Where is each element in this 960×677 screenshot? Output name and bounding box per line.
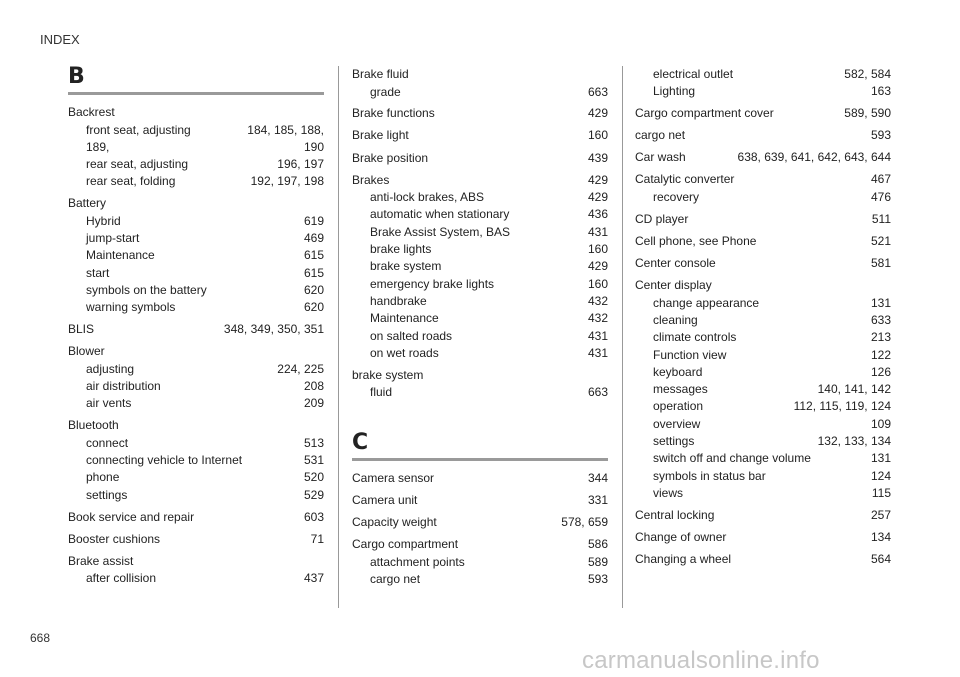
subentry-row (653, 433, 891, 450)
index-entry (635, 233, 891, 251)
subentry-page[interactable]: 160 (587, 276, 608, 291)
subentry-page[interactable]: 663 (587, 385, 608, 400)
entry-term: Change of owner (635, 529, 727, 544)
entry-term: Center display (635, 278, 712, 293)
subentry-term: 189, (86, 139, 110, 154)
entry-page[interactable]: 581 (870, 256, 891, 271)
entry-term: cargo net (635, 128, 686, 143)
subentry-row (370, 328, 608, 345)
entry-term: Booster cushions (68, 531, 161, 546)
subentry-list (635, 66, 891, 101)
subentry-term: recovery (653, 189, 700, 204)
subentry-term: connect (86, 435, 129, 450)
subentry-row (370, 189, 608, 206)
subentry-page[interactable]: 432 (587, 293, 608, 308)
entry-page[interactable]: 593 (870, 128, 891, 143)
entry-row (635, 105, 891, 123)
page-number: 668 (30, 631, 51, 645)
index-entry (635, 127, 891, 145)
entry-row (352, 514, 608, 532)
subentry-row (370, 224, 608, 241)
subentry-term: connecting vehicle to Internet (86, 453, 243, 468)
subentry-term: emergency brake lights (370, 276, 495, 291)
entry-row (68, 104, 324, 122)
section-letter: C (352, 430, 369, 456)
subentry-page[interactable]: 131 (870, 295, 891, 310)
entry-row (68, 343, 324, 361)
subentry-row (370, 554, 608, 571)
subentry-page[interactable]: 112, 115, 119, 124 (793, 399, 891, 414)
subentry-row (86, 469, 324, 486)
subentry-row (86, 247, 324, 264)
entry-term: Brake fluid (352, 67, 409, 81)
entry-page[interactable]: 638, 639, 641, 642, 643, 644 (737, 150, 891, 165)
entry-page[interactable]: 348, 349, 350, 351 (223, 322, 324, 337)
subentry-row (370, 310, 608, 327)
subentry-list (635, 295, 891, 503)
subentry-list (352, 84, 608, 101)
subentry-row (653, 364, 891, 381)
entry-row (352, 127, 608, 145)
subentry-term: air distribution (86, 379, 161, 394)
entry-page[interactable]: 134 (870, 529, 891, 544)
index-entry (68, 531, 324, 549)
subentry-term: after collision (86, 571, 157, 586)
subentry-term: on salted roads (370, 328, 453, 343)
entry-page[interactable]: 586 (587, 537, 608, 552)
subentry-term: attachment points (370, 554, 465, 569)
entry-row (68, 417, 324, 435)
index-entry (635, 105, 891, 123)
entry-term: brake system (352, 367, 424, 382)
index-entry (352, 536, 608, 588)
index-entry (68, 104, 324, 191)
entry-term: Blower (68, 344, 105, 359)
subentry-row (370, 345, 608, 362)
entry-term: Cargo compartment cover (635, 106, 774, 121)
index-entry (635, 529, 891, 547)
subentry-row (86, 122, 324, 139)
entry-term: BLIS (68, 322, 95, 337)
entry-row (352, 105, 608, 123)
subentry-page[interactable]: 429 (587, 259, 608, 274)
entry-row (352, 66, 608, 84)
subentry-page[interactable]: 520 (303, 470, 324, 485)
subentry-term: climate controls (653, 330, 737, 345)
subentry-row (653, 450, 891, 467)
subentry-term: Maintenance (86, 248, 155, 263)
entry-page[interactable]: 71 (310, 531, 324, 546)
entry-term: Changing a wheel (635, 551, 732, 566)
subentry-row (370, 84, 608, 101)
subentry-row (653, 468, 891, 485)
entry-page[interactable]: 331 (587, 493, 608, 508)
subentry-list (68, 570, 324, 587)
subentry-page[interactable]: 184, 185, 188, (247, 122, 324, 137)
subentry-row (86, 230, 324, 247)
subentry-page[interactable]: 431 (587, 328, 608, 343)
entry-term: Book service and repair (68, 509, 195, 524)
subentry-term: adjusting (86, 361, 135, 376)
subentry-term: switch off and change volume (653, 451, 811, 466)
column-divider (338, 66, 339, 608)
index-entry (352, 470, 608, 488)
subentry-row (86, 265, 324, 282)
subentry-page[interactable]: 431 (587, 224, 608, 239)
section-spacer (352, 406, 608, 432)
entry-page[interactable]: 564 (870, 551, 891, 566)
index-entry (635, 255, 891, 273)
entry-row (68, 553, 324, 571)
index-entry (635, 551, 891, 569)
index-entry (352, 105, 608, 123)
subentry-page[interactable]: 620 (303, 300, 324, 315)
entry-term: Center console (635, 256, 716, 271)
subentry-row (86, 452, 324, 469)
entry-term: Brake light (352, 128, 409, 143)
subentry-page[interactable]: 619 (303, 213, 324, 228)
subentry-term: Lighting (653, 84, 696, 99)
subentry-page[interactable]: 615 (303, 265, 324, 280)
subentry-term: cargo net (370, 572, 421, 587)
entry-term: Capacity weight (352, 515, 437, 530)
index-column-1 (68, 66, 324, 592)
subentry-page[interactable]: 163 (870, 84, 891, 99)
subentry-term: warning symbols (86, 300, 176, 315)
entry-row (68, 531, 324, 549)
watermark: carmanualsonline.info (582, 647, 820, 674)
subentry-page[interactable]: 109 (870, 416, 891, 431)
subentry-page[interactable]: 140, 141, 142 (817, 382, 891, 397)
subentry-row (86, 487, 324, 504)
entry-row (635, 127, 891, 145)
subentry-row (653, 416, 891, 433)
subentry-term: front seat, adjusting (86, 122, 191, 137)
entry-term: Brakes (352, 172, 390, 187)
index-entry (635, 507, 891, 525)
subentry-row (370, 206, 608, 223)
subentry-list (352, 554, 608, 589)
subentry-page[interactable]: 115 (871, 485, 891, 500)
entry-row (635, 551, 891, 569)
subentry-row (653, 312, 891, 329)
subentry-term: messages (653, 382, 708, 397)
section-letter: B (68, 64, 85, 89)
subentry-page[interactable]: 531 (303, 453, 324, 468)
subentry-row (86, 282, 324, 299)
running-header: INDEX (40, 32, 80, 47)
entry-row (352, 367, 608, 385)
subentry-term: symbols in status bar (653, 468, 766, 483)
subentry-list (68, 435, 324, 504)
subentry-row (653, 398, 891, 415)
entry-row (635, 529, 891, 547)
subentry-page[interactable]: 224, 225 (277, 361, 324, 376)
column-divider (622, 66, 623, 608)
subentry-row (653, 329, 891, 346)
subentry-page[interactable]: 469 (303, 231, 324, 246)
entry-page[interactable]: 439 (587, 150, 608, 165)
subentry-page[interactable]: 160 (587, 242, 608, 257)
index-entry (352, 514, 608, 532)
subentry-term: brake lights (370, 242, 432, 257)
subentry-row (653, 295, 891, 312)
subentry-list (635, 189, 891, 206)
index-entry (68, 321, 324, 339)
entry-term: Brake position (352, 150, 429, 165)
subentry-row (86, 156, 324, 173)
subentry-term: settings (86, 487, 128, 502)
subentry-row (653, 66, 891, 83)
entry-row (635, 149, 891, 167)
entry-row (352, 492, 608, 510)
entry-row (635, 233, 891, 251)
index-entry (635, 211, 891, 229)
subentry-term: anti-lock brakes, ABS (370, 190, 485, 205)
subentry-row (370, 293, 608, 310)
subentry-term: phone (86, 470, 120, 485)
entry-term: Catalytic converter (635, 172, 735, 187)
section-rule (352, 458, 608, 461)
subentry-term: keyboard (653, 364, 703, 379)
entry-page[interactable]: 578, 659 (561, 515, 608, 530)
subentry-term: rear seat, folding (86, 174, 176, 189)
entry-page[interactable]: 521 (870, 233, 891, 248)
subentry-term: Brake Assist System, BAS (370, 224, 511, 239)
subentry-row (370, 571, 608, 588)
subentry-page[interactable]: 513 (303, 435, 324, 450)
subentry-row (653, 485, 891, 502)
index-column-2 (352, 66, 608, 593)
subentry-page[interactable]: 213 (870, 330, 891, 345)
subentry-page[interactable]: 582, 584 (844, 67, 891, 81)
subentry-row (653, 83, 891, 100)
subentry-term: jump-start (86, 231, 140, 246)
subentry-row (86, 395, 324, 412)
index-entry (352, 172, 608, 362)
entry-row (635, 211, 891, 229)
entry-row (68, 321, 324, 339)
entry-term: Backrest (68, 105, 115, 119)
subentry-page[interactable]: 122 (870, 347, 891, 362)
entry-row (352, 470, 608, 488)
subentry-page[interactable]: 192, 197, 198 (250, 174, 324, 189)
subentry-row (86, 139, 324, 156)
entry-term: Camera unit (352, 493, 418, 508)
subentry-page[interactable]: 208 (303, 379, 324, 394)
subentry-row (370, 258, 608, 275)
subentry-term: brake system (370, 259, 442, 274)
subentry-row (86, 213, 324, 230)
index-entry (352, 150, 608, 168)
subentry-term: automatic when stationary (370, 207, 510, 222)
entry-row (635, 171, 891, 189)
subentry-term: rear seat, adjusting (86, 157, 189, 172)
entry-row (352, 536, 608, 554)
subentry-term: Maintenance (370, 311, 439, 326)
subentry-term: change appearance (653, 295, 760, 310)
entry-row (635, 507, 891, 525)
subentry-list (68, 213, 324, 317)
subentry-term: overview (653, 416, 701, 431)
entry-page[interactable]: 160 (587, 128, 608, 143)
entry-page[interactable]: 467 (870, 172, 891, 187)
subentry-page[interactable]: 126 (870, 364, 891, 379)
subentry-page[interactable]: 589 (587, 554, 608, 569)
subentry-term: fluid (370, 385, 393, 400)
subentry-term: on wet roads (370, 345, 439, 360)
entry-term: CD player (635, 211, 689, 226)
entry-term: Bluetooth (68, 418, 119, 433)
entry-page[interactable]: 429 (587, 172, 608, 187)
subentry-page[interactable]: 132, 133, 134 (817, 434, 891, 449)
entry-row (635, 277, 891, 295)
index-entry (68, 417, 324, 504)
subentry-term: operation (653, 399, 704, 414)
subentry-page[interactable]: 437 (303, 571, 324, 586)
entry-page[interactable]: 511 (871, 211, 891, 226)
index-entry (68, 553, 324, 588)
index-entry (635, 277, 891, 502)
subentry-page[interactable]: 476 (870, 189, 891, 204)
index-entry (352, 367, 608, 402)
subentry-page[interactable]: 615 (303, 248, 324, 263)
subentry-row (653, 347, 891, 364)
entry-term: Battery (68, 196, 107, 211)
entry-row (68, 509, 324, 527)
subentry-list (352, 189, 608, 362)
entry-term: Car wash (635, 150, 686, 165)
subentry-row (370, 276, 608, 293)
entry-page[interactable]: 603 (303, 509, 324, 524)
subentry-term: handbrake (370, 293, 427, 308)
subentry-term: settings (653, 434, 695, 449)
subentry-page[interactable]: 190 (303, 139, 324, 154)
subentry-term: views (653, 485, 684, 500)
entry-row (635, 255, 891, 273)
subentry-term: air vents (86, 396, 132, 411)
subentry-term: Function view (653, 347, 727, 362)
section-rule (68, 92, 324, 95)
index-entry (68, 509, 324, 527)
subentry-row (653, 189, 891, 206)
entry-term: Cell phone, see Phone (635, 233, 757, 248)
entry-row (352, 150, 608, 168)
entry-page[interactable]: 429 (587, 106, 608, 121)
index-entry (68, 343, 324, 412)
entry-term: Camera sensor (352, 471, 435, 486)
index-entry (352, 66, 608, 101)
subentry-page[interactable]: 131 (870, 451, 891, 466)
subentry-page[interactable]: 431 (587, 345, 608, 360)
subentry-page[interactable]: 663 (587, 84, 608, 99)
subentry-page[interactable]: 196, 197 (277, 157, 324, 172)
subentry-row (86, 378, 324, 395)
subentry-row (86, 570, 324, 587)
subentry-row (653, 381, 891, 398)
entry-row (68, 195, 324, 213)
subentry-term: Hybrid (86, 213, 121, 228)
subentry-list (68, 361, 324, 413)
index-entry (635, 171, 891, 206)
subentry-row (370, 384, 608, 401)
entry-page[interactable]: 257 (870, 507, 891, 522)
subentry-page[interactable]: 593 (587, 572, 608, 587)
subentry-page[interactable]: 429 (587, 190, 608, 205)
subentry-page[interactable]: 432 (587, 311, 608, 326)
subentry-page[interactable]: 529 (303, 487, 324, 502)
subentry-page[interactable]: 209 (303, 396, 324, 411)
entry-term: Central locking (635, 507, 715, 522)
subentry-list (68, 122, 324, 191)
entry-page[interactable]: 589, 590 (844, 106, 891, 121)
entry-page[interactable]: 344 (587, 471, 608, 486)
subentry-term: electrical outlet (653, 67, 734, 81)
subentry-row (86, 299, 324, 316)
subentry-page[interactable]: 124 (870, 468, 891, 483)
entry-term: Cargo compartment (352, 537, 459, 552)
index-entry (635, 66, 891, 101)
index-column-3 (635, 66, 891, 573)
entry-term: Brake assist (68, 553, 134, 568)
subentry-term: cleaning (653, 312, 698, 327)
entry-row (352, 172, 608, 190)
subentry-term: grade (370, 84, 401, 99)
index-entry (352, 492, 608, 510)
subentry-row (86, 435, 324, 452)
subentry-page[interactable]: 620 (303, 282, 324, 297)
subentry-row (86, 173, 324, 190)
subentry-term: start (86, 265, 110, 280)
subentry-page[interactable]: 436 (587, 207, 608, 222)
index-entry (68, 195, 324, 316)
subentry-page[interactable]: 633 (870, 312, 891, 327)
index-entry (635, 149, 891, 167)
subentry-term: symbols on the battery (86, 282, 207, 297)
entry-term: Brake functions (352, 106, 435, 121)
subentry-row (86, 361, 324, 378)
subentry-list (352, 384, 608, 401)
subentry-row (370, 241, 608, 258)
index-entry (352, 127, 608, 145)
